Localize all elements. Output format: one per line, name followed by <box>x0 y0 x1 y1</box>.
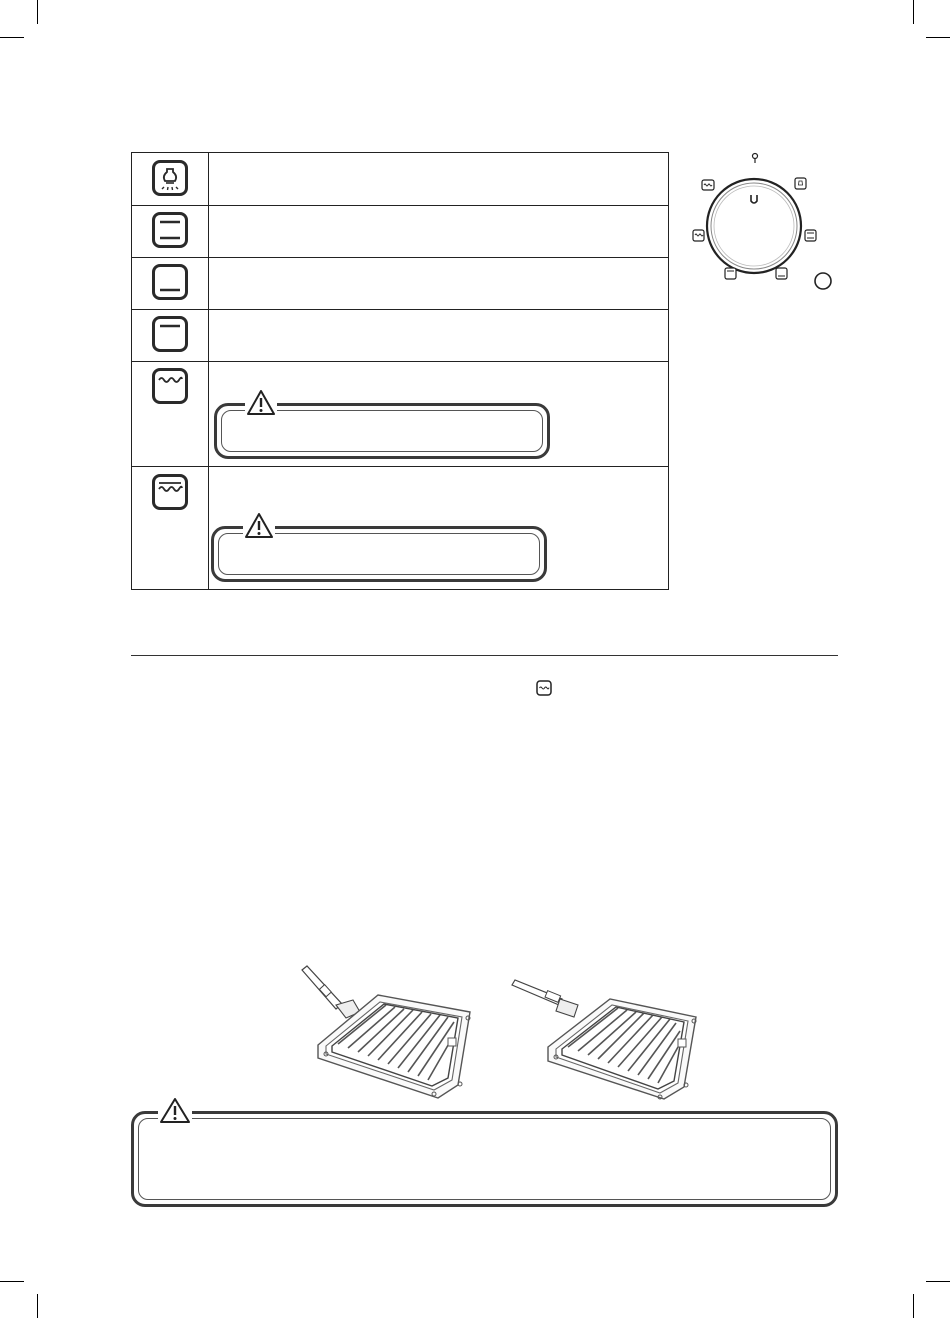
row-divider <box>132 309 668 310</box>
grill-icon <box>152 368 188 404</box>
warning-box <box>131 1111 838 1207</box>
warning-icon <box>158 1096 192 1126</box>
dial-off-marker <box>753 154 758 159</box>
crop-mark <box>0 1281 24 1282</box>
row-divider <box>132 361 668 362</box>
crop-mark <box>926 1281 950 1282</box>
grill-pan-with-handle-illustration <box>298 960 473 1100</box>
crop-mark <box>37 0 38 24</box>
dial-oven-light-icon <box>795 178 806 189</box>
oven-light-icon <box>152 160 188 196</box>
row-divider <box>132 257 668 258</box>
dial-top-bottom-heat-icon <box>805 230 816 241</box>
dial-bottom-heat-icon <box>776 268 787 279</box>
grill-pan-handle-attached-illustration <box>510 975 700 1103</box>
section-divider <box>131 655 838 656</box>
bottom-heat-icon <box>152 264 188 300</box>
dial-grill-icon <box>693 230 704 241</box>
function-dial[interactable] <box>690 148 840 294</box>
crop-mark <box>913 0 914 24</box>
row-divider <box>132 466 668 467</box>
row-divider <box>132 205 668 206</box>
crop-mark <box>0 37 24 38</box>
crop-mark <box>926 37 950 38</box>
double-grill-icon <box>152 474 188 510</box>
column-divider <box>208 153 209 589</box>
crop-mark <box>913 1294 914 1318</box>
dial-knob[interactable] <box>707 179 801 273</box>
warning-icon <box>243 511 275 541</box>
warning-icon <box>245 388 277 418</box>
dial-top-heat-icon <box>725 268 736 279</box>
top-heat-icon <box>152 316 188 352</box>
indicator-lamp <box>815 273 831 289</box>
dial-double-grill-icon <box>702 180 714 190</box>
crop-mark <box>37 1294 38 1318</box>
function-table <box>131 152 669 590</box>
top-bottom-heat-icon <box>152 212 188 248</box>
grill-icon <box>536 680 552 696</box>
